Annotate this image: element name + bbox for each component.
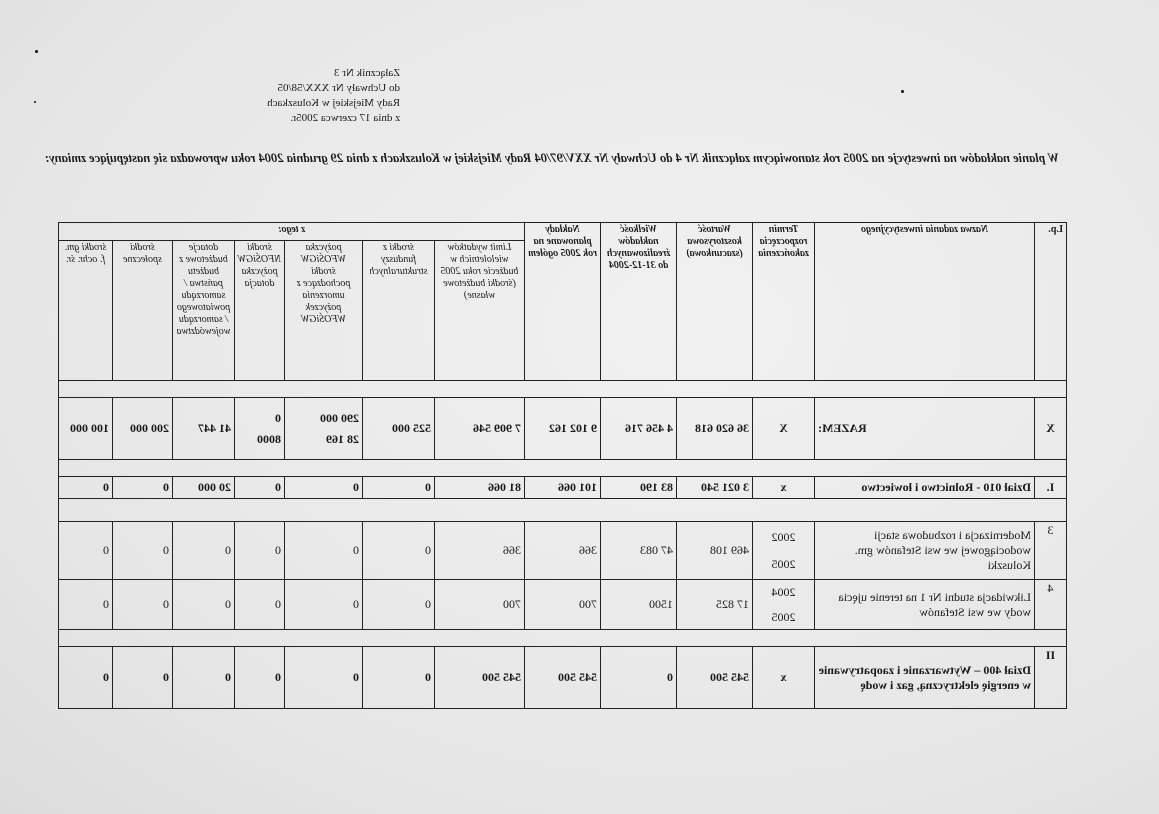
cell-structural: 0 [363,522,435,580]
scan-speck [901,90,904,93]
cell-spent: 1500 [601,580,677,630]
cell-env: 0 [58,647,112,709]
term-end: 2005 [771,609,796,624]
cell-env: 0 [58,580,112,630]
col-z-tego: z tego: [58,223,524,241]
cell-env: 0 [58,522,112,580]
term-start: 2002 [771,529,796,544]
term-start: 2004 [771,584,796,599]
cell-name: Dział 010 - Rolnictwo i łowiectwo [815,477,1035,499]
cell-lp: 3 [1035,522,1067,580]
cell-grants: 0 [173,580,235,630]
col-env: środki gm. f. ochr. śr. [58,241,112,381]
cell-planned: 9 102 162 [525,398,601,460]
table-row-item4 [58,580,1066,630]
header-line: Załącznik Nr 3 [334,67,400,79]
cell-value: 545 500 [677,647,753,709]
cell-planned: 366 [525,522,601,580]
header-line: z dnia 17 czerwca 2005r. [290,112,400,124]
spacer-row [58,460,1066,477]
col-grants: dotacje budżetowe z budżetu państwa / samorządu powiatowego / samorządu województwa [173,241,235,381]
cell-term: x [753,647,815,709]
cell-spent: 47 083 [601,522,677,580]
cell-lp: I. [1035,477,1067,499]
cell-structural: 0 [363,477,435,499]
cell-social: 0 [113,477,173,499]
spacer-row [58,381,1066,398]
cell-loan-value: 28 169 [326,431,359,446]
spacer-row [58,499,1066,522]
col-name: Nazwa zadania inwestycyjnego [815,223,1035,381]
cell-social: 0 [113,580,173,630]
cell-name: Modernizacja i rozbudowa stacji wodociągowej we wsi Stefanów gm. Koluszki [815,522,1035,580]
cell-name: Likwidacja studni Nr 1 na terenie ujęcia wody we wsi Stefanów [815,580,1035,630]
cell-social: 0 [113,647,173,709]
col-structural: środki z funduszy strukturalnych [363,241,435,381]
col-planned: Nakłady planowane na rok 2005 ogółem [525,223,601,381]
cell-structural: 0 [363,580,435,630]
cell-lp: II [1035,647,1067,709]
cell-spent: 0 [601,647,677,709]
cell-env: 100 000 [58,398,112,460]
attachment-header [230,66,400,126]
cell-term [753,580,815,630]
cell-nfos [235,398,285,460]
cell-planned: 101 066 [525,477,601,499]
table-row-item3 [58,522,1066,580]
cell-spent: 83 190 [601,477,677,499]
cell-lp: 4 [1035,580,1067,630]
cell-grants: 20 000 [173,477,235,499]
col-spent: Wielkość nakładów źrealizowanych do 31-12-2004 [601,223,677,381]
cell-nfos-value: 8000 [257,431,281,446]
cell-nfos: 0 [235,477,285,499]
investment-table [58,222,1067,709]
cell-grants: 0 [173,522,235,580]
cell-loan-value: 290 000 [320,410,359,425]
col-nfos: środki NFOŚiGW pożyczka dotacja [235,241,285,381]
cell-limit: 366 [435,522,525,580]
cell-lp: X [1035,398,1067,460]
col-value: Wartość kosztorysowa (szacunkowa) [677,223,753,381]
cell-name: RAZEM: [815,398,1035,460]
cell-grants: 41 447 [173,398,235,460]
cell-limit: 7 909 546 [435,398,525,460]
cell-term: X [753,398,815,460]
cell-nfos: 0 [235,522,285,580]
cell-value: 17 825 [677,580,753,630]
header-line: do Uchwały Nr XXX/58/05 [277,82,400,94]
cell-loan [285,398,363,460]
cell-planned: 700 [525,580,601,630]
cell-term: x [753,477,815,499]
col-social: środki społeczne [113,241,173,381]
cell-env: 0 [58,477,112,499]
table-header-row [58,223,1066,241]
scan-speck [34,101,36,103]
table-row-dzial400 [58,647,1066,709]
cell-grants: 0 [173,647,235,709]
col-limit: Limit wydatków wieloletnich w budżecie roku 2005 (środki budżetowe własne) [435,241,525,381]
cell-loan: 0 [285,522,363,580]
cell-structural: 525 000 [363,398,435,460]
cell-loan: 0 [285,647,363,709]
cell-nfos-value: 0 [275,410,281,425]
cell-term [753,522,815,580]
table-row-dzial010 [58,477,1066,499]
col-term: Termin rozpoczęcia zakończenia [753,223,815,381]
cell-planned: 545 500 [525,647,601,709]
cell-name: Dział 400 – Wytwarzanie i zaopatrywanie w energię elektryczną, gaz i wodę [815,647,1035,709]
cell-structural: 0 [363,647,435,709]
cell-limit: 81 066 [435,477,525,499]
cell-nfos: 0 [235,580,285,630]
cell-loan: 0 [285,580,363,630]
cell-loan: 0 [285,477,363,499]
cell-value: 36 620 618 [677,398,753,460]
cell-nfos: 0 [235,647,285,709]
col-lp: Lp. [1035,223,1067,381]
cell-spent: 4 456 716 [601,398,677,460]
cell-social: 200 000 [113,398,173,460]
cell-limit: 545 500 [435,647,525,709]
table-row-razem [58,398,1066,460]
intro-text: W planie nakładów na inwestycje na 2005 rok stanowiącym załącznik Nr 4 do Uchwały Nr XXV/97/04 Rady Miejskiej w Koluszkach z dnia 29 grudnia 2004 roku wprowadza się następujące zmiany: [44,151,1059,165]
cell-value: 469 108 [677,522,753,580]
cell-social: 0 [113,522,173,580]
col-loan: pożyczka WFOŚiGW środki pochodzące z umorzenia pożyczek WFOŚiGW [285,241,363,381]
scan-speck [35,50,38,53]
spacer-row [58,630,1066,647]
cell-value: 3 021 540 [677,477,753,499]
term-end: 2005 [771,556,796,571]
cell-limit: 700 [435,580,525,630]
header-line: Rady Miejskiej w Koluszkach [267,97,400,109]
